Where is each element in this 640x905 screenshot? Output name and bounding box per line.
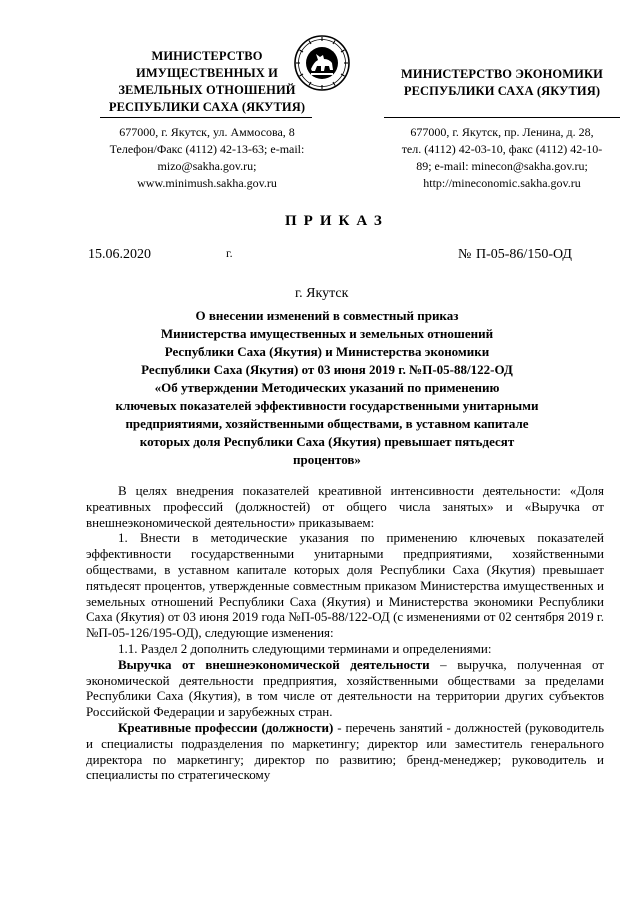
order-year-suffix: г. xyxy=(226,246,233,260)
document-title-line: предприятиями, хозяйственными обществами, в уставном капитале xyxy=(125,416,529,431)
document-title-line: Министерства имущественных и земельных отношений xyxy=(160,326,494,341)
document-body xyxy=(86,483,604,783)
right-org-address-line: 89; e-mail: minecon@sakha.gov.ru; xyxy=(416,159,588,173)
left-org-address-line: www.minimush.sakha.gov.ru xyxy=(137,176,277,190)
right-org-address-line: тел. (4112) 42-03-10, факс (4112) 42-10- xyxy=(401,142,603,156)
definition-creative-professions-text: - перечень занятий - должностей (руководитель и специалисты подразделения по маркетингу; директор или заместитель генерального директора по маркетингу; директор по развитию; бренд-менеджер; руководитель и специалисты по стратегическому xyxy=(86,719,604,783)
left-org-address-line: 677000, г. Якутск, ул. Аммосова, 8 xyxy=(119,125,295,139)
right-org-name-line: МИНИСТЕРСТВО ЭКОНОМИКИ xyxy=(401,67,603,81)
term-foreign-revenue: Выручка от внешнеэкономической деятельности xyxy=(118,656,430,672)
document-title-line: «Об утверждении Методических указаний по применению xyxy=(154,380,500,395)
left-org-name-line: ЗЕМЕЛЬНЫХ ОТНОШЕНИЙ xyxy=(118,83,296,97)
intro-paragraph: В целях внедрения показателей креативной интенсивности деятельности: «Доля креативных профессий (должностей) от общего числа занятых» и «Выручка от внешнеэкономической деятельности» приказываем: xyxy=(86,483,604,530)
order-number-sign: № xyxy=(458,247,472,262)
item-1-1-paragraph: 1.1. Раздел 2 дополнить следующими терминами и определениями: xyxy=(118,640,492,656)
order-heading: ПРИКАЗ xyxy=(285,213,389,229)
order-date: 15.06.2020 xyxy=(88,247,151,262)
left-org-address-line: mizo@sakha.gov.ru; xyxy=(157,159,257,173)
right-org-name-line: РЕСПУБЛИКИ САХА (ЯКУТИЯ) xyxy=(403,84,601,98)
document-title-line: Республики Саха (Якутия) от 03 июня 2019 г. №П-05-88/122-ОД xyxy=(141,362,513,377)
document-title-line: которых доля Республики Саха (Якутия) превышает пятьдесят xyxy=(139,434,515,449)
order-number: П-05-86/150-ОД xyxy=(476,247,572,262)
document-title-line: ключевых показателей эффективности государственными унитарными xyxy=(115,398,539,413)
left-header-divider xyxy=(100,117,312,118)
sakha-coat-of-arms-icon xyxy=(294,35,350,91)
left-org-name xyxy=(98,48,316,116)
right-org-name xyxy=(378,66,626,100)
document-title-line: процентов» xyxy=(293,452,361,467)
item-1-paragraph: 1. Внести в методические указания по применению ключевых показателей эффективности государственными унитарными предприятиями, хозяйственными обществами, в уставном капитале которых доля Республики Саха (Якутия) превышает пятьдесят процентов, утвержденные совместным приказом Министерства имущественных и земельных отношений Республики Саха (Якутия) и Министерства экономики Республики Саха (Якутия) от 03 июня 2019 года №П-05-88/122-ОД (с изменениями от 02 сентября 2019 г. №П-05-126/195-ОД), следующие изменения: xyxy=(86,530,604,641)
left-org-address-line: Телефон/Факс (4112) 42-13-63; e-mail: xyxy=(109,142,305,156)
left-org-name-line: МИНИСТЕРСТВО xyxy=(151,49,263,63)
definition-foreign-revenue xyxy=(86,657,604,720)
right-org-address-line: 677000, г. Якутск, пр. Ленина, д. 28, xyxy=(410,125,594,139)
document-title xyxy=(90,307,564,469)
definition-creative-professions xyxy=(86,720,604,783)
right-header-divider xyxy=(384,117,620,118)
definition-foreign-revenue-text: – выручка, полученная от экономической деятельности предприятия, хозяйственными обществами за пределами Республики Саха (Якутия), в том числе от деятельности на территории других субъектов Российской Федерации и зарубежных стран. xyxy=(86,656,604,720)
term-creative-professions: Креативные профессии (должности) xyxy=(118,719,334,735)
left-org-name-line: РЕСПУБЛИКИ САХА (ЯКУТИЯ) xyxy=(108,100,306,114)
document-title-line: О внесении изменений в совместный приказ xyxy=(195,308,459,323)
left-org-address xyxy=(98,124,316,192)
document-title-line: Республики Саха (Якутия) и Министерства экономики xyxy=(164,344,490,359)
order-city: г. Якутск xyxy=(295,286,349,301)
right-org-address-line: http://mineconomic.sakha.gov.ru xyxy=(423,176,581,190)
right-org-address xyxy=(374,124,630,192)
left-org-name-line: ИМУЩЕСТВЕННЫХ И xyxy=(136,66,278,80)
